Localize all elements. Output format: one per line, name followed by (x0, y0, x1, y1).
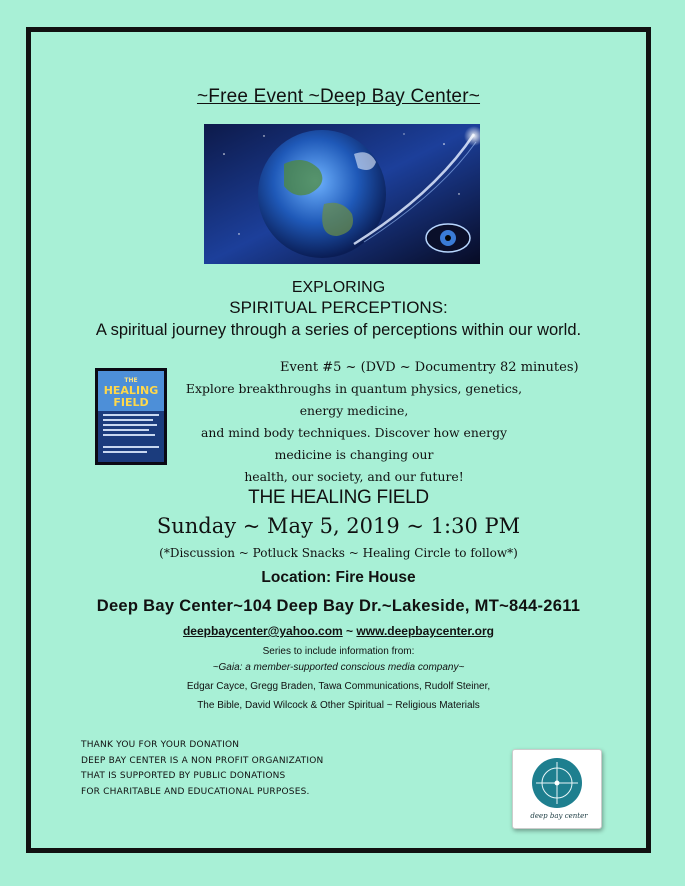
donation-line-4: FOR CHARITABLE AND EDUCATIONAL PURPOSES. (81, 786, 310, 797)
intro-line-2: SPIRITUAL PERCEPTIONS: (229, 298, 448, 317)
donation-line-3: THAT IS SUPPORTED BY PUBLIC DONATIONS (81, 771, 286, 781)
series-sources-1: Edgar Cayce, Gregg Braden, Tawa Communications, Rudolf Steiner, (186, 681, 491, 692)
donation-line-2: DEEP BAY CENTER IS A NON PROFIT ORGANIZATION (81, 755, 324, 766)
event-header: ~Free Event ~Deep Bay Center~ (196, 86, 481, 107)
donation-line-1: THANK YOU FOR YOUR DONATION (81, 740, 240, 750)
contact-links (31, 624, 646, 638)
intro-line-1: EXPLORING (291, 279, 386, 296)
series-gaia: ~Gaia: a member-supported conscious media company~ (212, 662, 465, 673)
dvd-cover-title-1: HEALING (103, 384, 159, 397)
email-link[interactable]: deepbaycenter@yahoo.com (182, 624, 343, 638)
center-address: Deep Bay Center~104 Deep Bay Dr.~Lakeside, MT~844-2611 (96, 597, 581, 615)
deep-bay-center-logo (512, 749, 602, 829)
donation-note (81, 738, 323, 800)
event-desc-line-1: Explore breakthroughs in quantum physics, genetics, energy medicine, (185, 381, 523, 418)
event-number: Event #5 ~ (DVD ~ Documentry 82 minutes) (280, 360, 579, 375)
earth-space-image (204, 124, 480, 264)
logo-text: deep bay center (530, 812, 588, 820)
dvd-cover-title-top: THE (124, 377, 138, 384)
series-sources-2: The Bible, David Wilcock & Other Spiritual ~ Religious Materials (197, 700, 480, 711)
event-date: Sunday ~ May 5, 2019 ~ 1:30 PM (156, 514, 521, 538)
dvd-cover-image (95, 368, 167, 465)
compass-logo-icon (513, 750, 601, 828)
website-link[interactable]: www.deepbaycenter.org (356, 624, 495, 638)
event-extras: (*Discussion ~ Potluck Snacks ~ Healing Circle to follow*) (159, 546, 518, 560)
film-title: THE HEALING FIELD (248, 487, 429, 508)
event-description (184, 378, 524, 488)
intro-line-3: A spiritual journey through a series of perceptions within our world. (95, 321, 582, 339)
dvd-cover-title-2: FIELD (113, 396, 149, 409)
series-intro: Series to include information from: (262, 646, 415, 657)
event-location: Location: Fire House (261, 569, 416, 586)
event-desc-line-3: health, our society, and our future! (244, 469, 464, 484)
link-separator: ~ (342, 624, 357, 638)
event-desc-line-2: and mind body techniques. Discover how energy medicine is changing our (200, 425, 508, 462)
